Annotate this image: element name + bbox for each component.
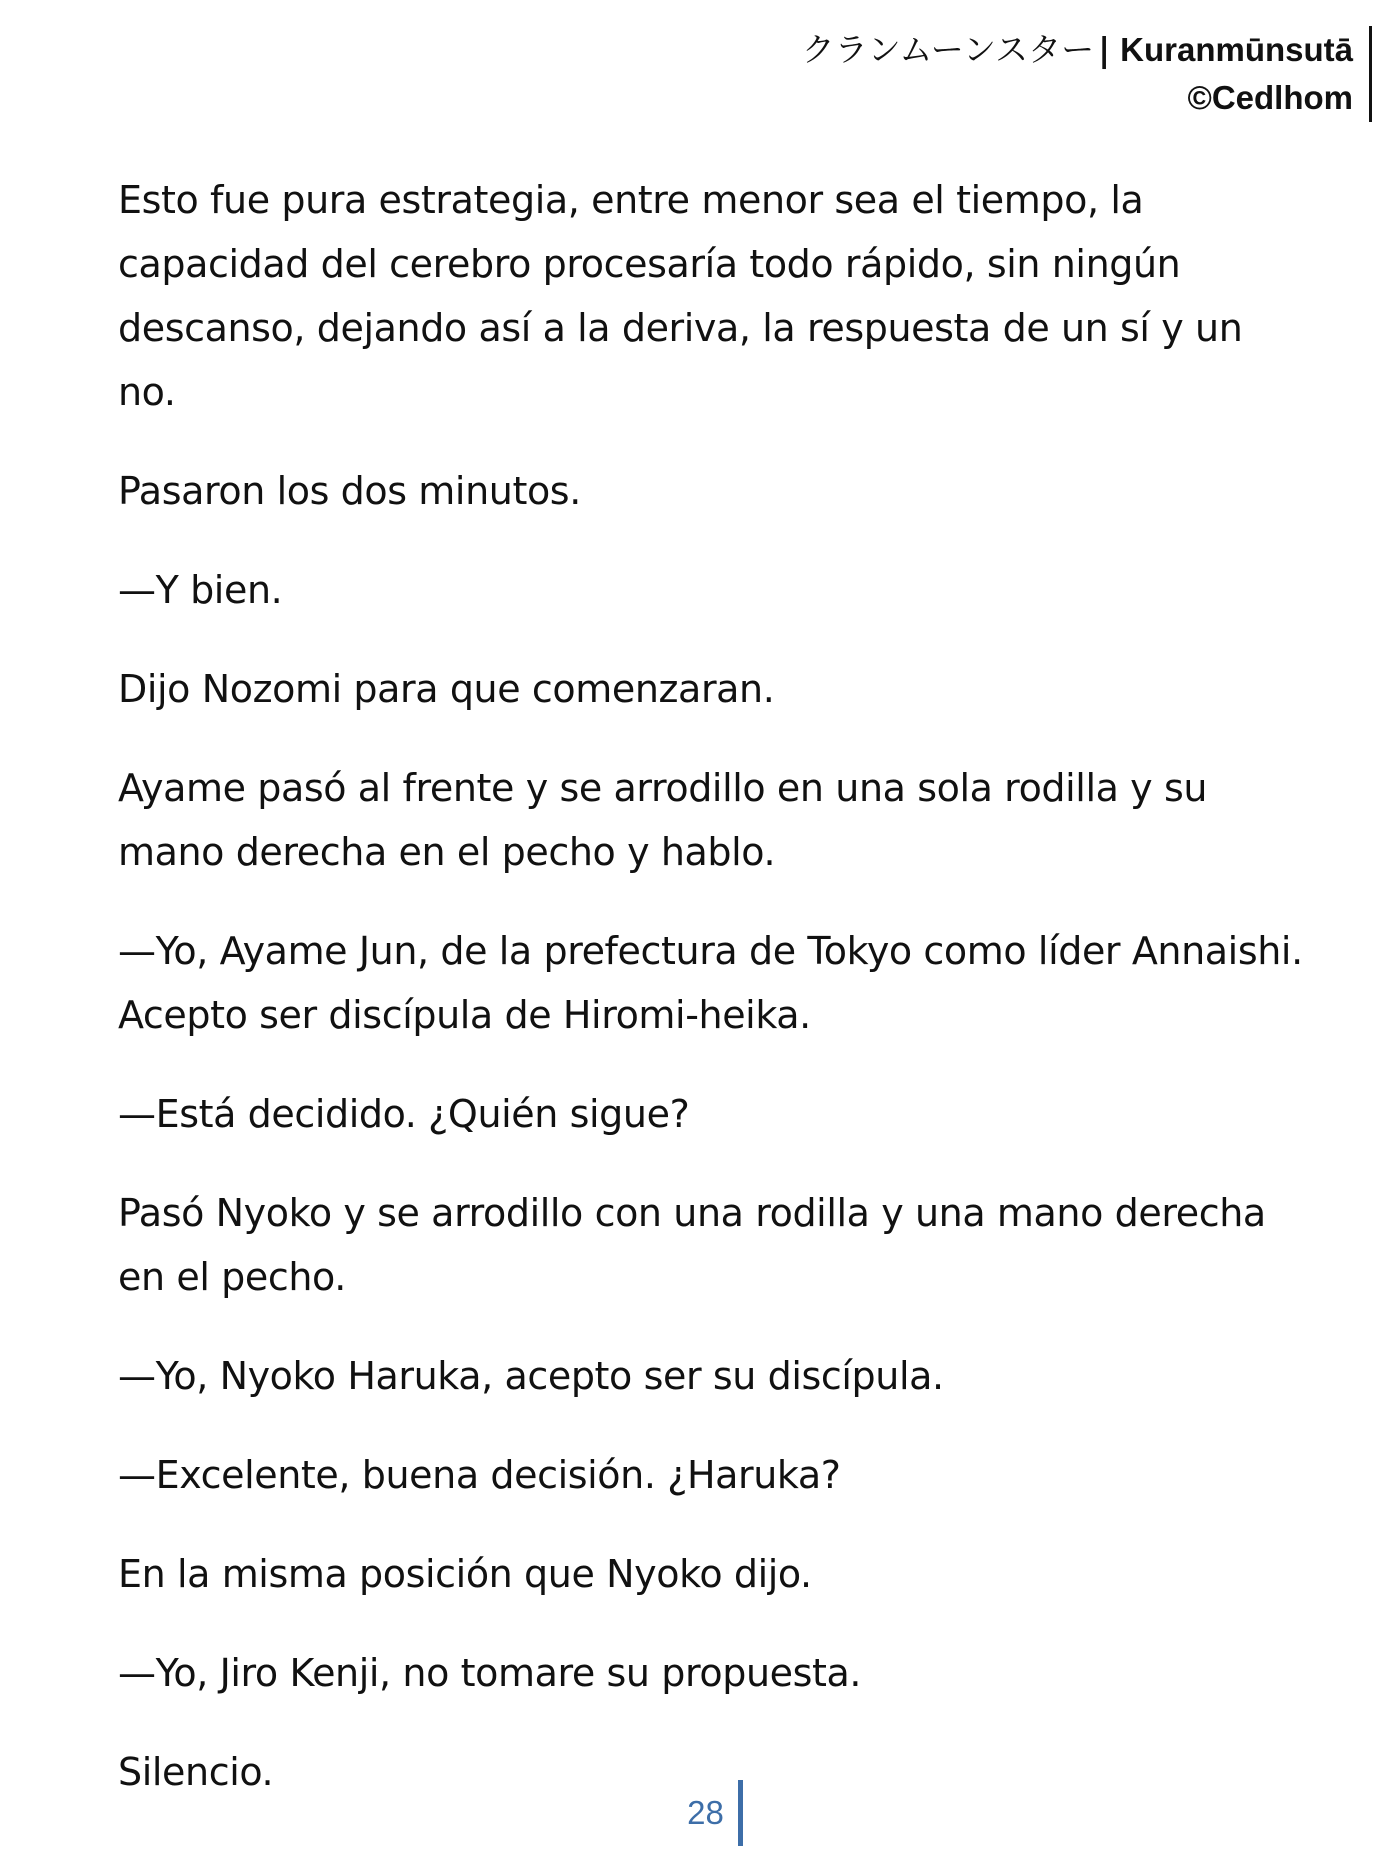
page-number-group	[687, 1780, 743, 1846]
paragraph: —Yo, Nyoko Haruka, acepto ser su discípula.	[118, 1354, 944, 1398]
page-header	[802, 26, 1372, 122]
paragraph: Esto fue pura estrategia, entre menor sea el tiempo, la capacidad del cerebro procesaría todo rápido, sin ningún descanso, dejando así a la deriva, la respuesta de un sí y un no.	[118, 178, 1243, 414]
header-title-line	[802, 26, 1353, 74]
header-romaji-title: Kuranmūnsutā	[1120, 31, 1353, 68]
paragraph: Ayame pasó al frente y se arrodillo en una sola rodilla y su mano derecha en el pecho y hablo.	[118, 766, 1208, 874]
paragraph: En la misma posición que Nyoko dijo.	[118, 1552, 812, 1596]
paragraph: —Excelente, buena decisión. ¿Haruka?	[118, 1453, 841, 1497]
paragraph: Dijo Nozomi para que comenzaran.	[118, 667, 775, 711]
page-number: 28	[687, 1794, 724, 1831]
paragraph: —Está decidido. ¿Quién sigue?	[118, 1092, 690, 1136]
page-footer	[0, 1780, 1400, 1846]
paragraph: —Yo, Ayame Jun, de la prefectura de Tokyo como líder Annaishi. Acepto ser discípula de Hiromi-heika.	[118, 929, 1303, 1037]
page-number-divider	[738, 1780, 743, 1846]
header-separator: |	[1098, 30, 1111, 69]
body-text	[118, 168, 1308, 1839]
paragraph: Pasó Nyoko y se arrodillo con una rodilla y una mano derecha en el pecho.	[118, 1191, 1266, 1299]
paragraph: Pasaron los dos minutos.	[118, 469, 581, 513]
header-japanese-title: クランムーンスター	[801, 30, 1095, 69]
paragraph: —Yo, Jiro Kenji, no tomare su propuesta.	[118, 1651, 862, 1695]
paragraph: Silencio.	[118, 1750, 274, 1794]
header-copyright: ©Cedlhom	[1187, 79, 1353, 116]
paragraph: —Y bien.	[118, 568, 283, 612]
